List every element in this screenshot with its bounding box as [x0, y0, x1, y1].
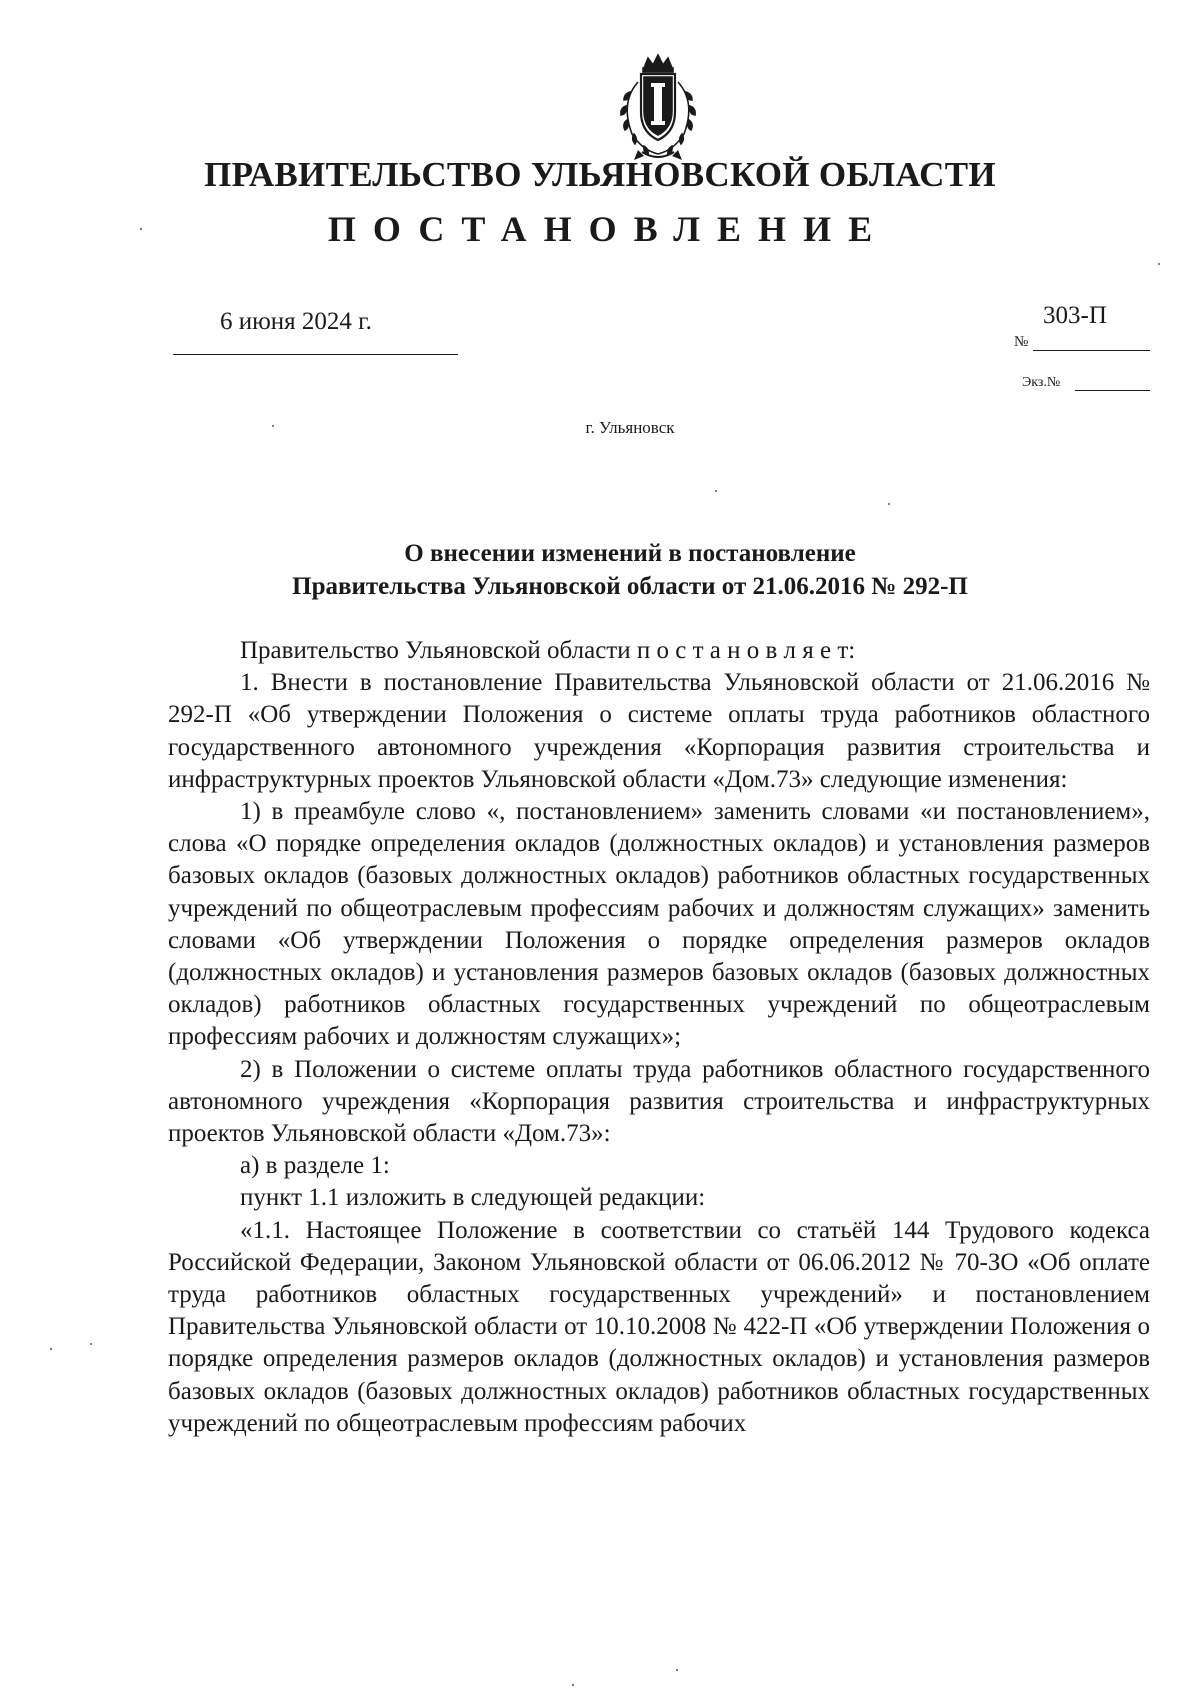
body-paragraph-preamble: Правительство Ульяновской области п о с т а н о в л я е т: [240, 637, 856, 664]
scan-speck [715, 490, 717, 492]
scan-speck [272, 425, 274, 427]
body-paragraph-point-1-1-text: «1.1. Настоящее Положение в соответствии со статьёй 144 Трудового кодекса Российской Федерации, Законом Ульяновской области от 06.06.2012 № 70-ЗО «Об оплате труда работников областных государственных учреждений» и постановлением Правительства Ульяновской области от 10.10.2008 № 422-П «Об утверждении Положения о порядке определения размеров окладов (должностных окладов) и установления размеров базовых окладов (базовых должностных окладов) работников областных государственных учреждений по общеотраслевым профессиям рабочих [168, 1216, 1150, 1437]
scan-speck [50, 1348, 52, 1350]
body-paragraph-subitem-a: а) в разделе 1: [240, 1152, 390, 1180]
subject-line-1: О внесении изменений в постановление [404, 540, 856, 567]
number-underline [1033, 350, 1150, 351]
scan-speck [888, 503, 890, 505]
scan-speck [676, 1669, 678, 1671]
number-label: № [1014, 334, 1029, 350]
document-date: 6 июня 2024 г. [220, 308, 372, 335]
body-paragraph-item-1: 1. Внести в постановление Правительства Ульяновской области от 21.06.2016 № 292-П «Об утверждении Положения о системе оплаты труда работников областного государственного автономного учреждения «Корпорация развития строительства и инфраструктурных проектов Ульяновской области «Дом.73» следующие изменения: [168, 669, 1150, 793]
date-underline [173, 354, 458, 355]
coat-of-arms-icon [608, 52, 708, 164]
subject-line-2: Правительства Ульяновской области от 21.06.2016 № 292-П [292, 573, 968, 600]
document-subject [0, 537, 1200, 603]
document-number: 303-П [1043, 302, 1107, 329]
copy-number-underline [1075, 390, 1150, 391]
body-paragraph-point-1-1-intro: пункт 1.1 изложить в следующей редакции: [240, 1184, 706, 1212]
copy-number-label: Экз.№ [1022, 375, 1061, 390]
scan-speck [572, 1684, 574, 1686]
body-paragraph-subitem-2: 2) в Положении о системе оплаты труда работников областного государственного автономного учреждения «Корпорация развития строительства и инфраструктурных проектов Ульяновской области «Дом.73»: [168, 1055, 1150, 1148]
city-name: г. Ульяновск [585, 418, 675, 437]
document-body [168, 635, 1150, 1440]
body-paragraph-subitem-1: 1) в преамбуле слово «, постановлением» заменить словами «и постановлением», слова «О порядке определения окладов (должностных окладов) и установления размеров базовых окладов (базовых должностных окладов) работников областных государственных учреждений по общеотраслевым профессиям рабочих и должностям служащих» заменить словами «Об утверждении Положения о порядке определения размеров окладов (должностных окладов) и установления размеров базовых окладов (базовых должностных окладов) работников областных государственных учреждений по общеотраслевым профессиям рабочих и должностям служащих»; [168, 798, 1150, 1051]
scan-speck [1158, 263, 1160, 265]
scan-speck [140, 228, 142, 230]
scan-speck [90, 1343, 92, 1345]
document-type-title: ПОСТАНОВЛЕНИЕ [327, 209, 890, 249]
organization-title: ПРАВИТЕЛЬСТВО УЛЬЯНОВСКОЙ ОБЛАСТИ [204, 155, 996, 194]
